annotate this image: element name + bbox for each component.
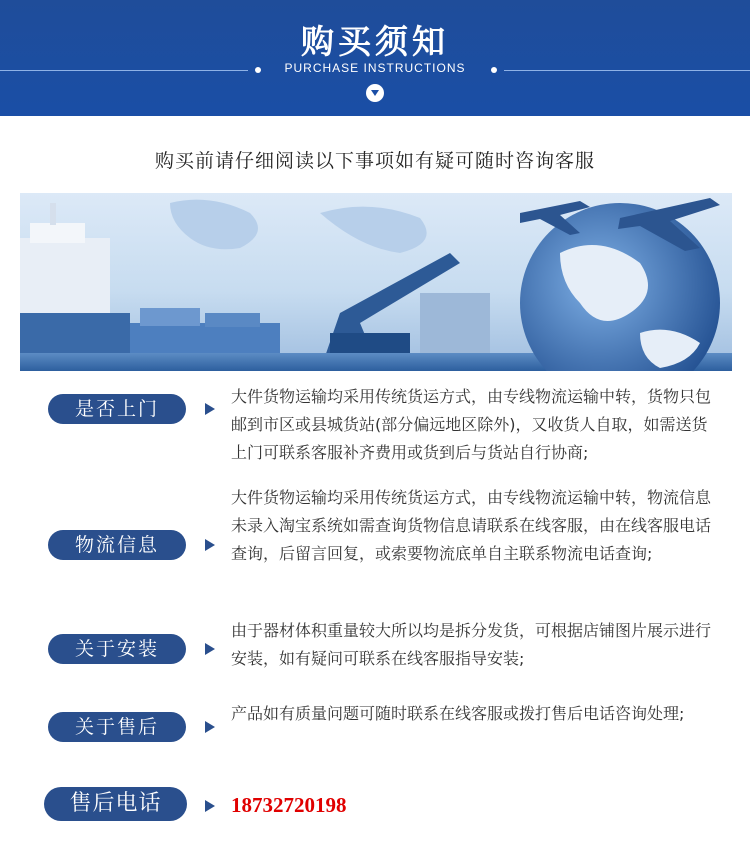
text-installation: 由于器材体积重量较大所以均是拆分发货，可根据店铺图片展示进行安装，如有疑问可联系在线客服指导安装;	[231, 621, 712, 668]
text-logistics-info: 大件货物运输均采用传统货运方式，由专线物流运输中转，物流信息未录入淘宝系统如需查询货物信息请联系在线客服，由在线客服电话查询，后留言回复，或索要物流底单自主联系物流电话查询;	[231, 488, 712, 563]
text-after-sales: 产品如有质量问题可随时联系在线客服或拨打售后电话咨询处理;	[231, 704, 685, 723]
logistics-banner-image	[20, 193, 732, 371]
intro-text: 购买前请仔细阅读以下事项如有疑可随时咨询客服	[154, 150, 595, 172]
arrow-right-icon	[204, 720, 216, 734]
label-logistics-info: 物流信息	[48, 530, 186, 560]
page-subtitle: PURCHASE INSTRUCTIONS	[284, 61, 466, 75]
phone-number: 18732720198	[231, 793, 347, 817]
dot-right	[491, 67, 497, 73]
label-door-delivery: 是否上门	[48, 394, 186, 424]
label-installation: 关于安装	[48, 634, 186, 664]
label-after-sales-phone: 售后电话	[44, 787, 187, 821]
page-title: 购买须知	[301, 22, 449, 61]
text-door-delivery: 大件货物运输均采用传统货运方式，由专线物流运输中转，货物只包邮到市区或县城货站(部分偏远地区除外)，又收货人自取，如需送货上门可联系客服补齐费用或货到后与货站自行协商;	[231, 387, 712, 462]
divider-right	[504, 70, 750, 71]
arrow-right-icon	[204, 538, 216, 552]
arrow-right-icon	[204, 402, 216, 416]
label-after-sales: 关于售后	[48, 712, 186, 742]
header-banner	[0, 0, 750, 116]
arrow-right-icon	[204, 642, 216, 656]
arrow-right-icon	[204, 799, 216, 813]
chevron-down-icon	[366, 84, 384, 102]
